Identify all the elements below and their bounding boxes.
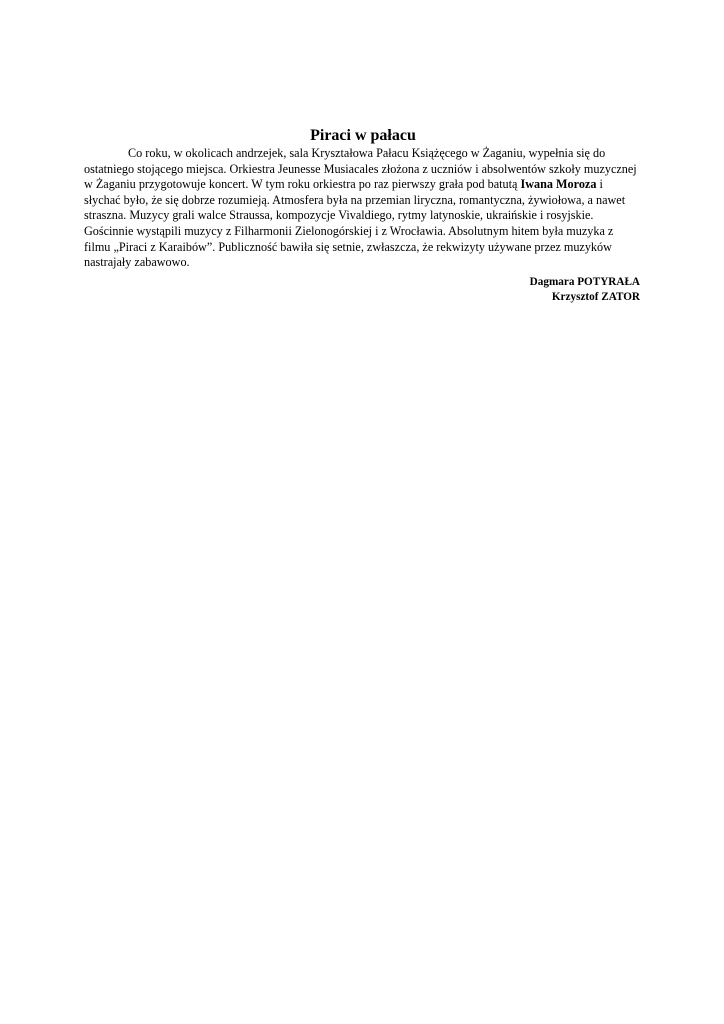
article-title: Piraci w pałacu <box>310 127 416 144</box>
author-name: Dagmara POTYRAŁA <box>529 275 640 288</box>
paragraph-text-part1: Co roku, w okolicach andrzejek, sala Kryształowa Pałacu Książęcego w Żaganiu, wypełnia się do ostatniego stojącego miejsca. Orkiestra Jeunesse Musiacales złożona z uczniów i absolwentów szkoły muzycznej w Żaganiu przygotowuje koncert. W tym roku orkiestra po raz pierwszy grała pod batutą <box>84 146 637 192</box>
paragraph-text-part2: i słychać było, że się dobrze rozumieją. Atmosfera była na przemian liryczna, romantyczna, żywiołowa, a nawet straszna. Muzycy grali walce Straussa, kompozycje Vivaldiego, rytmy latynoskie, ukraińskie i rosyjskie. Gościnnie wystąpili muzycy z Filharmonii Zielonogórskiej i z Wrocławia. Absolutnym hitem była muzyka z filmu „Piraci z Karaibów”. Publiczność bawiła się setnie, zwłaszcza, że rekwizyty używane przez muzyków nastrajały zabawowo. <box>84 177 626 270</box>
article-paragraph <box>84 146 640 271</box>
author-signatures <box>84 275 640 305</box>
conductor-name: Iwana Moroza <box>520 177 597 192</box>
article <box>84 126 640 305</box>
author-name: Krzysztof ZATOR <box>551 290 640 303</box>
